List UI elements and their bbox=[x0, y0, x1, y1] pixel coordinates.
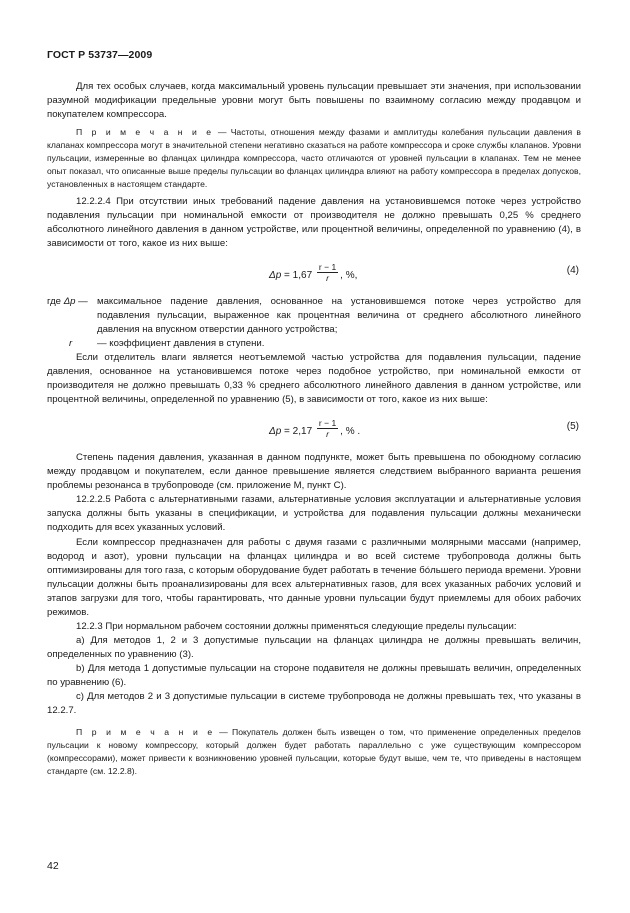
term-symbol: Δp — bbox=[63, 295, 88, 307]
note bbox=[47, 726, 581, 778]
definition-text: максимальное падение давления, основанное на установившемся потоке через устройство для подавления пульсации, выраженное как процентная величина от среднего абсолютного линейного давления на впускном отверстии данного устройства; bbox=[97, 295, 581, 335]
definition-r bbox=[47, 337, 581, 351]
note-label: П р и м е ч а н и е bbox=[76, 727, 215, 738]
formula-fraction bbox=[317, 262, 338, 283]
paragraph: Если компрессор предназначен для работы с двумя газами с различными молярными массами (например, водород и азот), уровни пульсации на фланцах цилиндра и во всей системе трубопровода должны быть оптимизированы для того газа, с которым оборудование будет работать в течение бóльшего периода времени. Уровни пульсации должны быть проанализированы для всех альтернативных газов, для всех указанных рабочих условий и этапов загрузки для того, чтобы гарантировать, что данные уровни пульсации будут приемлемы для обоих рабочих режимов. bbox=[47, 536, 581, 618]
definition-text: — коэффициент давления в ступени. bbox=[97, 338, 265, 349]
formula-coefficient: = 2,17 bbox=[281, 426, 315, 438]
document-body bbox=[47, 80, 581, 782]
paragraph: 12.2.2.5 Работа с альтернативными газами, альтернативные условия эксплуатации и альтернативные условия запуска должны быть указаны в спецификации, и устройства для подавления пульсации должны механически подходить для всех указанных условий. bbox=[47, 494, 581, 534]
definitions bbox=[47, 295, 581, 351]
document-header: ГОСТ Р 53737—2009 bbox=[47, 49, 153, 61]
formula-4 bbox=[47, 251, 581, 295]
list-item: a) Для методов 1, 2 и 3 допустимые пульсации на фланцах цилиндра не должны превышать величин, определенных по уравнению (3). bbox=[47, 634, 581, 660]
formula-lhs: Δp bbox=[269, 270, 282, 281]
formula-number: (5) bbox=[566, 421, 579, 433]
note-label: П р и м е ч а н и е bbox=[76, 127, 214, 138]
fraction-denominator: r bbox=[326, 429, 329, 440]
where-label: где bbox=[47, 295, 62, 307]
note-text: — Покупатель должен быть извещен о том, что применение определенных пределов пульсации к новому компрессору, который должен будет работать параллельно с уже существующим компрессором (компрессорами), может привести к возникновению уровней пульсации, которые будут выше, чем те, что приведены в настоящем стандарте (см. 12.2.8). bbox=[47, 727, 581, 776]
formula-number: (4) bbox=[566, 264, 579, 276]
formula-tail: , % . bbox=[340, 426, 361, 438]
formula-expression bbox=[269, 261, 358, 286]
note-text: — Частоты, отношения между фазами и амплитуды колебания пульсации давления в клапанах компрессора могут в значительной степени негативно сказаться на работе компрессора и сроке службы клапанов. Уровни пульсации, измеренные во фланцах цилиндра компрессора, часто отличаются от уровней пульсации в клапанах. Тем не менее опыт показал, что описанные выше пределы пульсации во фланцах цилиндра влияют на работу компрессора в пределах допусков, установленных в настоящем стандарте. bbox=[47, 127, 581, 189]
formula-coefficient: = 1,67 bbox=[281, 270, 315, 281]
formula-expression bbox=[269, 418, 361, 442]
page-number: 42 bbox=[47, 860, 59, 872]
fraction-numerator: r − 1 bbox=[318, 418, 337, 429]
formula-fraction bbox=[317, 418, 338, 439]
definition-term bbox=[47, 295, 97, 337]
list-item: c) Для методов 2 и 3 допустимые пульсации в системе трубопровода не должны превышать тех, что указаны в 12.2.7. bbox=[47, 691, 581, 717]
formula-5 bbox=[47, 407, 581, 451]
fraction-denominator: r bbox=[326, 272, 329, 283]
paragraph: 12.2.2.4 При отсутствии иных требований падение давления на установившемся потоке через устройство подавления пульсации при номинальной емкости от производителя не должно превышать 0,25 % среднего абсолютного линейного давления в данном устройстве, или процентной величины, определенной по уравнению (4), в зависимости от того, какое из них выше: bbox=[47, 195, 581, 249]
definition-dp bbox=[47, 295, 581, 337]
list-item: b) Для метода 1 допустимые пульсации на стороне подавителя не должны превышать величин, определенных по уравнению (6). bbox=[47, 662, 581, 688]
paragraph: Если отделитель влаги является неотъемлемой частью устройства для подавления пульсации, падение давления, основанное на установившемся потоке через подобное устройство, при номинальной емкости от производителя не должно превышать 0,33 % среднего абсолютного линейного давления в данном устройстве, или процентной величины, определенной по уравнению (5), в зависимости от того, какое из них выше: bbox=[47, 352, 581, 406]
paragraph: Для тех особых случаев, когда максимальный уровень пульсации превышает эти значения, при использовании разумной модификации предельные уровни могут быть повышены по взаимному согласию между продавцом и покупателем компрессора. bbox=[47, 81, 581, 121]
definition-term: r bbox=[69, 338, 73, 349]
note bbox=[47, 126, 581, 191]
paragraph: 12.2.3 При нормальном рабочем состоянии должны применяться следующие пределы пульсации: bbox=[76, 620, 517, 632]
formula-tail: , %, bbox=[340, 270, 358, 281]
paragraph: Степень падения давления, указанная в данном подпункте, может быть превышена по обоюдному согласию между продавцом и покупателем, если данное превышение является следствием выбранного варианта решения проблемы резонанса в трубопроводе (см. приложение М, пункт С). bbox=[47, 452, 581, 492]
formula-lhs: Δp bbox=[269, 426, 282, 438]
fraction-numerator: r − 1 bbox=[318, 261, 337, 272]
